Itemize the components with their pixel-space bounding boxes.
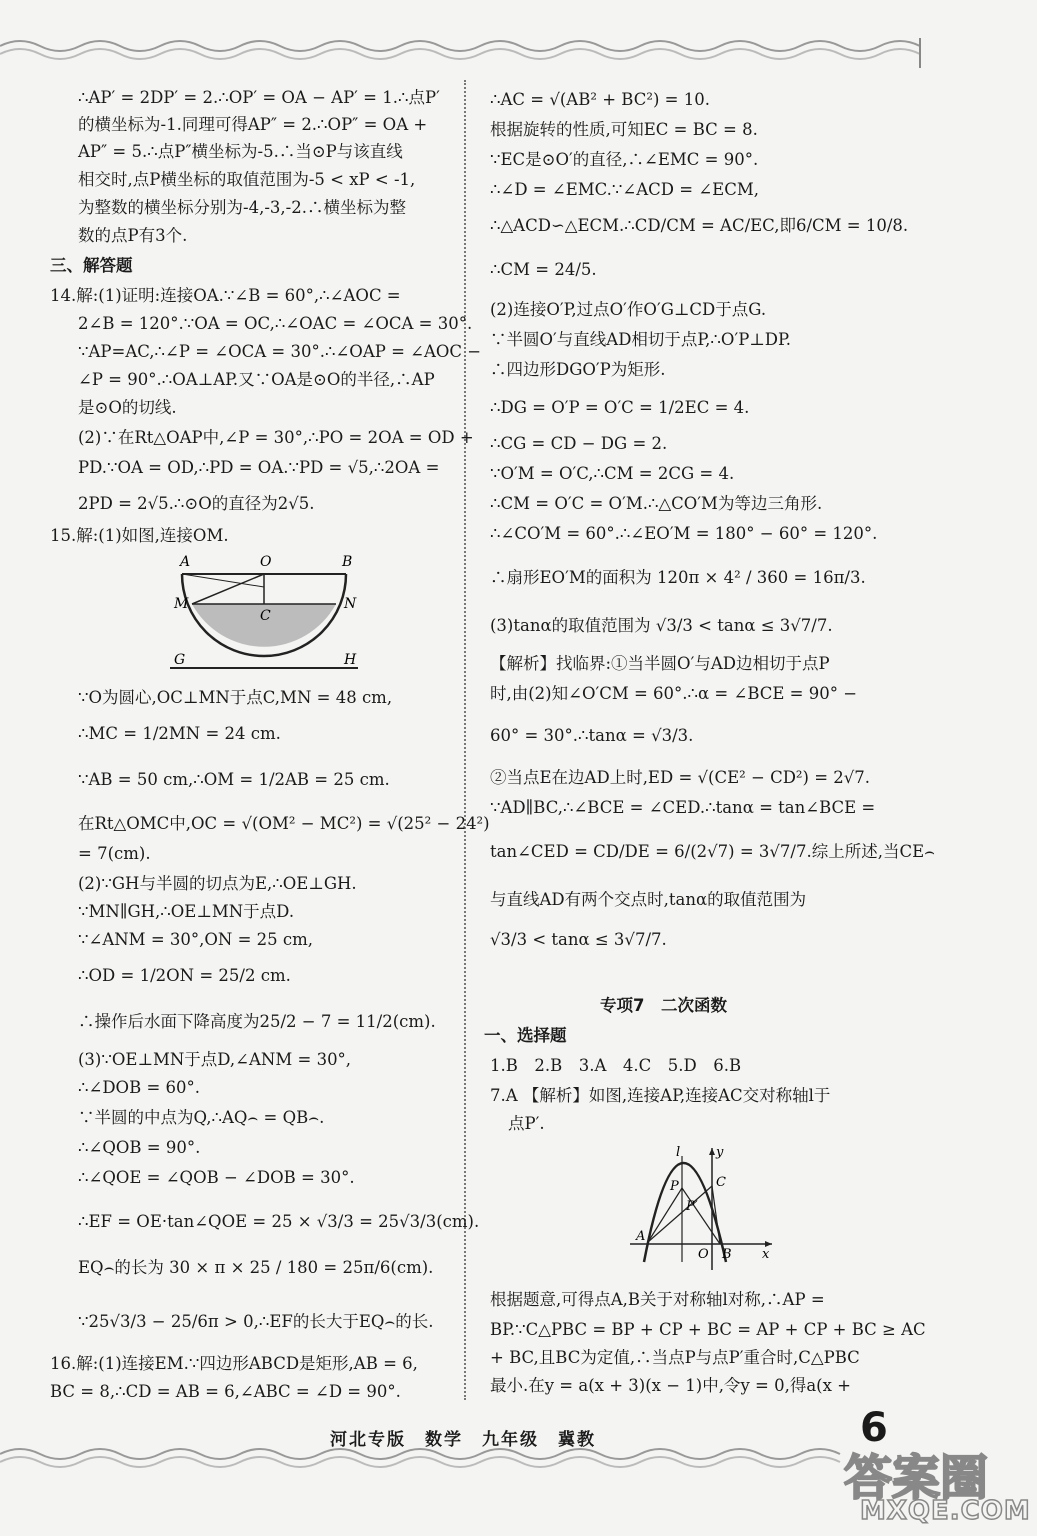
text-line: 7.A 【解析】如图,连接AP,连接AC交对称轴l于 (490, 1086, 831, 1105)
text-line: 14.解:(1)证明:连接OA.∵∠B = 60°,∴∠AOC = (50, 286, 401, 305)
text-line: (2)∵GH与半圆的切点为E,∴OE⊥GH. (78, 874, 357, 893)
column-divider (464, 80, 466, 1400)
text-line: ∵AD∥BC,∴∠BCE = ∠CED.∴tanα = tan∠BCE = (490, 798, 876, 817)
text-line: ∵O为圆心,OC⊥MN于点C,MN = 48 cm, (78, 688, 393, 707)
text-line: + BC,且BC为定值,∴当点P与点P′重合时,C△PBC (490, 1348, 860, 1367)
text-line: ∠P = 90°.∴OA⊥AP.又∵OA是⊙O的半径,∴AP (78, 370, 435, 389)
text-line: ∵AB = 50 cm,∴OM = 1/2AB = 25 cm. (78, 770, 390, 789)
text-line: 与直线AD有两个交点时,tanα的取值范围为 (490, 890, 807, 909)
text-line: 是⊙O的切线. (78, 398, 177, 417)
label-B: B (342, 554, 353, 570)
text-line: BP.∵C△PBC = BP + CP + BC = AP + CP + BC ≥ AC (490, 1320, 926, 1339)
text-line: ②当点E在边AD上时,ED = √(CE² − CD²) = 2√7. (490, 768, 871, 787)
text-line: (2)∵在Rt△OAP中,∠P = 30°,∴PO = 2OA = OD + (78, 428, 474, 447)
label-H: H (344, 652, 357, 668)
text-line: ∴△ACD∽△ECM.∴CD/CM = AC/EC,即6/CM = 10/8. (490, 216, 909, 235)
text-line: AP″ = 5.∴点P″横坐标为-5.∴当⊙P与该直线 (78, 142, 403, 161)
page-number: 6 (860, 1405, 888, 1451)
label-B: B (722, 1247, 732, 1262)
section-heading: 三、解答题 (50, 256, 133, 275)
label-P: P (670, 1179, 679, 1194)
text-line: 数的点P有3个. (78, 226, 188, 245)
text-line: 相交时,点P横坐标的取值范围为-5 < xP < -1, (78, 170, 416, 189)
text-line: ∴∠CO′M = 60°.∴∠EO′M = 180° − 60° = 120°. (490, 524, 878, 543)
text-line: ∴∠DOB = 60°. (78, 1078, 201, 1097)
text-line: ∴CM = 24/5. (490, 260, 597, 279)
text-line: ∵MN∥GH,∴OE⊥MN于点D. (78, 902, 295, 921)
text-line: ∴∠QOB = 90°. (78, 1138, 201, 1157)
text-line: 16.解:(1)连接EM.∵四边形ABCD是矩形,AB = 6, (50, 1354, 418, 1373)
text-line: ∴扇形EO′M的面积为 120π × 4² / 360 = 16π/3. (490, 568, 866, 587)
text-line: 根据旋转的性质,可知EC = BC = 8. (490, 120, 758, 139)
label-l: l (676, 1145, 681, 1160)
text-line: 1.B 2.B 3.A 4.C 5.D 6.B (490, 1056, 742, 1075)
semicircle-figure (164, 552, 364, 682)
text-line: 2PD = 2√5.∴⊙O的直径为2√5. (78, 494, 315, 513)
text-line: ∴∠D = ∠EMC.∵∠ACD = ∠ECM, (490, 180, 759, 199)
text-line: ∴四边形DGO′P为矩形. (490, 360, 666, 379)
text-line: ∵AP=AC,∴∠P = ∠OCA = 30°.∴∠OAP = ∠AOC − (78, 342, 482, 361)
watermark-url: MXQE.COM (860, 1496, 1031, 1526)
text-line: ∴AC = √(AB² + BC²) = 10. (490, 90, 710, 109)
text-line: BC = 8,∴CD = AB = 6,∠ABC = ∠D = 90°. (50, 1382, 401, 1401)
text-line: 时,由(2)知∠O′CM = 60°.∴α = ∠BCE = 90° − (490, 684, 858, 703)
label-N: N (344, 596, 357, 612)
parabola-figure (626, 1144, 776, 1274)
text-line: ∵O′M = O′C,∴CM = 2CG = 4. (490, 464, 735, 483)
text-line: ∵EC是⊙O′的直径,∴∠EMC = 90°. (490, 150, 759, 169)
label-M: M (174, 596, 189, 612)
text-line: 15.解:(1)如图,连接OM. (50, 526, 229, 545)
text-line: (3)tanα的取值范围为 √3/3 < tanα ≤ 3√7/7. (490, 616, 833, 635)
text-line: 【解析】找临界:①当半圆O′与AD边相切于点P (490, 654, 830, 673)
text-line: ∴AP′ = 2DP′ = 2.∴OP′ = OA − AP′ = 1.∴点P′ (78, 88, 440, 107)
text-line: ∵半圆的中点为Q,∴AQ⌢ = QB⌢. (78, 1108, 325, 1127)
text-line: ∴CG = CD − DG = 2. (490, 434, 668, 453)
text-line: ∴EF = OE·tan∠QOE = 25 × √3/3 = 25√3/3(cm). (78, 1212, 480, 1231)
text-line: 60° = 30°.∴tanα = √3/3. (490, 726, 694, 745)
text-line: ∴MC = 1/2MN = 24 cm. (78, 724, 281, 743)
text-line: 最小.在y = a(x + 3)(x − 1)中,令y = 0,得a(x + (490, 1376, 851, 1395)
top-border-decoration (0, 18, 1037, 68)
label-x: x (762, 1247, 770, 1262)
text-line: 点P′. (508, 1114, 545, 1133)
text-line: ∵半圆O′与直线AD相切于点P,∴O′P⊥DP. (490, 330, 792, 349)
section-heading: 一、选择题 (484, 1026, 567, 1045)
label-O: O (698, 1247, 709, 1262)
section-heading: 专项7 二次函数 (600, 996, 727, 1015)
text-line: ∴CM = O′C = O′M.∴△CO′M为等边三角形. (490, 494, 823, 513)
label-y: y (716, 1145, 724, 1160)
text-line: ∴∠QOE = ∠QOB − ∠DOB = 30°. (78, 1168, 355, 1187)
text-line: (3)∵OE⊥MN于点D,∠ANM = 30°, (78, 1050, 352, 1069)
text-line: ∴操作后水面下降高度为25/2 − 7 = 11/2(cm). (78, 1012, 436, 1031)
label-O: O (260, 554, 272, 570)
text-line: 2∠B = 120°.∵OA = OC,∴∠OAC = ∠OCA = 30°. (78, 314, 473, 333)
label-A: A (180, 554, 191, 570)
text-line: tan∠CED = CD/DE = 6/(2√7) = 3√7/7.综上所述,当CE⌢ (490, 842, 935, 861)
text-line: = 7(cm). (78, 844, 151, 863)
text-line: ∴DG = O′P = O′C = 1/2EC = 4. (490, 398, 750, 417)
text-line: ∵25√3/3 − 25/6π > 0,∴EF的长大于EQ⌢的长. (78, 1312, 434, 1331)
label-P-prime: P′ (686, 1199, 698, 1214)
text-line: 根据题意,可得点A,B关于对称轴l对称,∴AP = (490, 1290, 825, 1309)
label-A: A (636, 1229, 646, 1244)
text-line: ∴OD = 1/2ON = 25/2 cm. (78, 966, 291, 985)
label-C: C (260, 608, 271, 624)
text-line: 在Rt△OMC中,OC = √(OM² − MC²) = √(25² − 24²) (78, 814, 490, 833)
text-line: 为整数的横坐标分别为-4,-3,-2.∴横坐标为整 (78, 198, 406, 217)
text-line: 的横坐标为-1.同理可得AP″ = 2.∴OP″ = OA + (78, 115, 428, 134)
text-line: EQ⌢的长为 30 × π × 25 / 180 = 25π/6(cm). (78, 1258, 434, 1277)
text-line: √3/3 < tanα ≤ 3√7/7. (490, 930, 667, 949)
text-line: ∵∠ANM = 30°,ON = 25 cm, (78, 930, 314, 949)
label-C: C (716, 1175, 726, 1190)
page-footer: 河北专版 数学 九年级 冀教 (330, 1430, 596, 1450)
text-line: (2)连接O′P,过点O′作O′G⊥CD于点G. (490, 300, 767, 319)
label-G: G (174, 652, 186, 668)
text-line: PD.∵OA = OD,∴PD = OA.∵PD = √5,∴2OA = (78, 458, 440, 477)
watermark-text: 答案圈 (844, 1450, 989, 1506)
